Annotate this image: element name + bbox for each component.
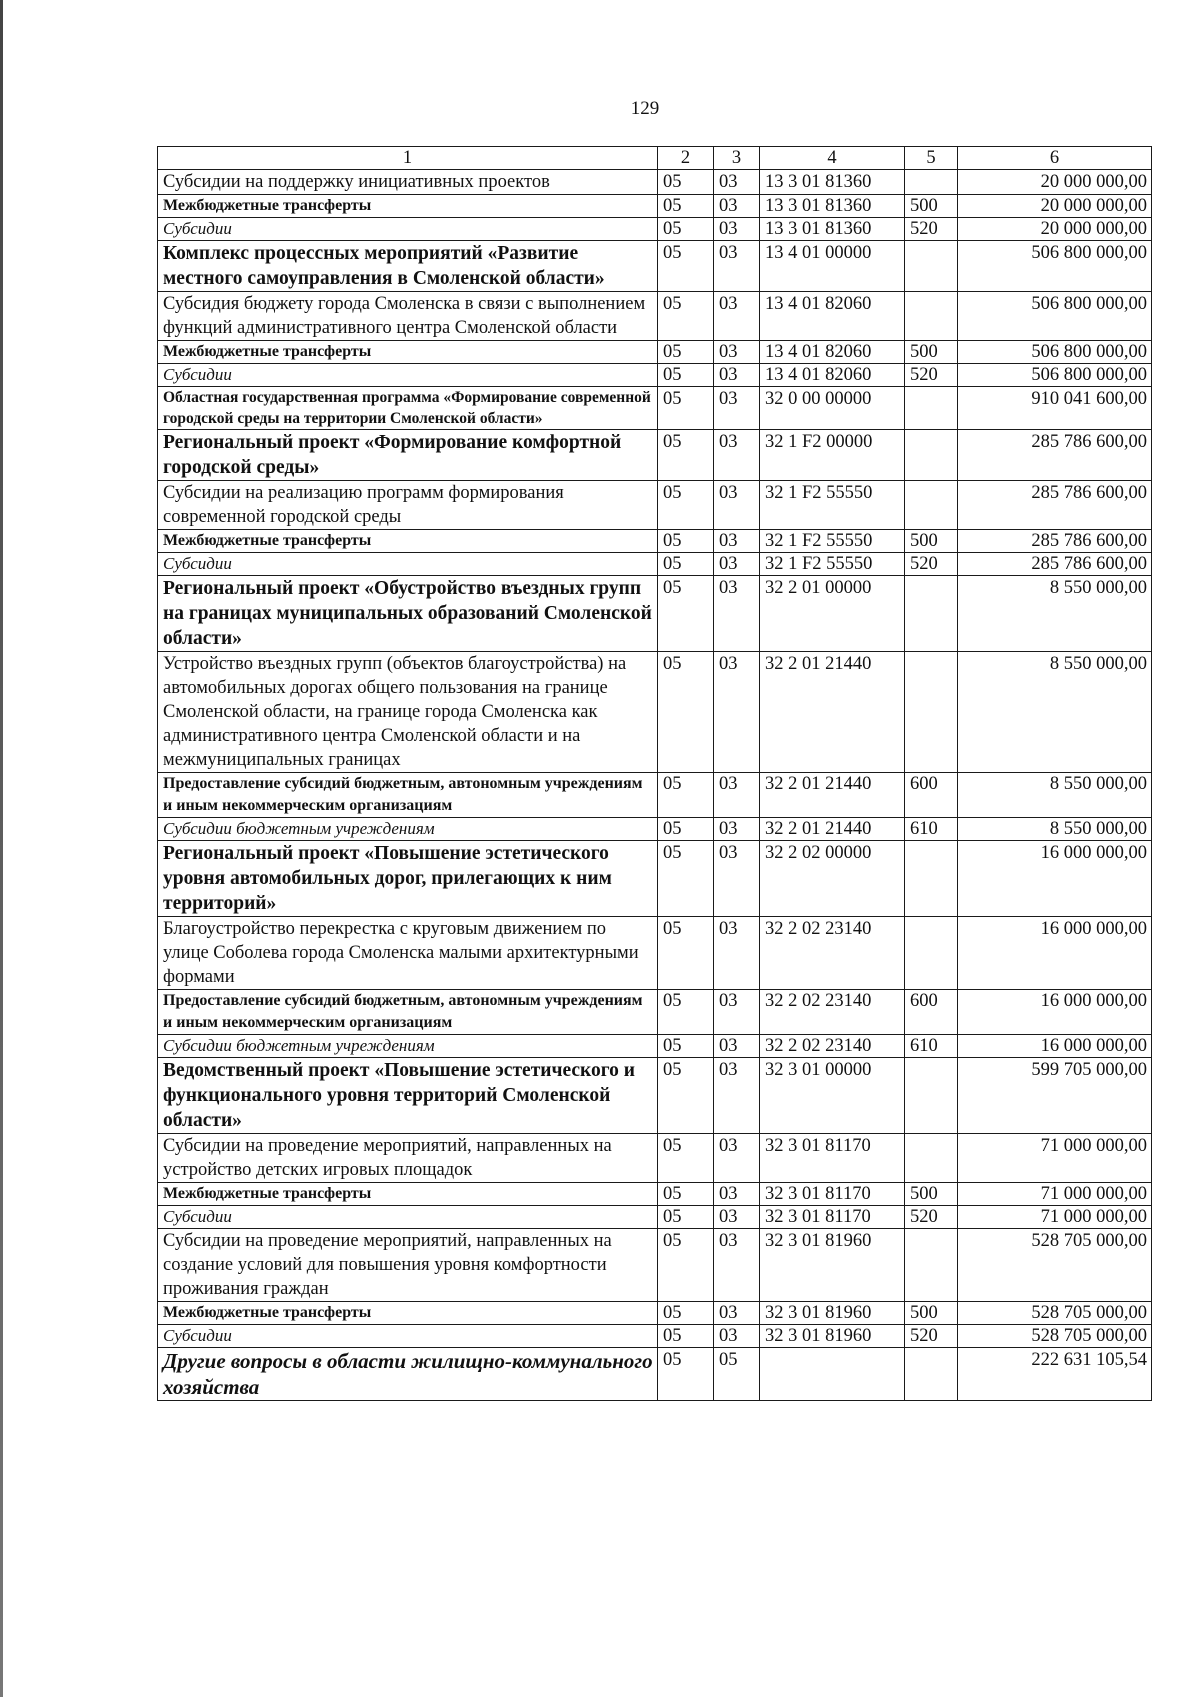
row-section-code: 05 (658, 990, 714, 1035)
row-subsection-code: 03 (714, 818, 760, 841)
table-row (158, 1206, 1152, 1229)
row-expense-type-code: 520 (905, 1325, 958, 1348)
row-name-cell: Субсидии на поддержку инициативных проектов (158, 170, 658, 195)
row-expense-type-code (905, 576, 958, 652)
row-expense-type-code (905, 841, 958, 917)
row-expense-type-code (905, 170, 958, 195)
table-row (158, 1229, 1152, 1302)
table-row (158, 1134, 1152, 1183)
row-amount: 8 550 000,00 (958, 773, 1152, 818)
row-target-article-code: 32 2 02 23140 (760, 917, 905, 990)
row-expense-type-code (905, 387, 958, 430)
table-row (158, 341, 1152, 364)
row-name-cell: Межбюджетные трансферты (158, 341, 658, 364)
header-col-3: 3 (714, 147, 760, 170)
row-expense-type-code (905, 652, 958, 773)
row-section-code: 05 (658, 818, 714, 841)
row-subsection-code: 03 (714, 1134, 760, 1183)
row-expense-type-code: 600 (905, 773, 958, 818)
row-target-article-code: 13 3 01 81360 (760, 170, 905, 195)
table-row (158, 1058, 1152, 1134)
row-section-code: 05 (658, 195, 714, 218)
row-amount: 910 041 600,00 (958, 387, 1152, 430)
row-subsection-code: 03 (714, 481, 760, 530)
row-section-code: 05 (658, 553, 714, 576)
table-row (158, 218, 1152, 241)
row-target-article-code: 32 2 01 21440 (760, 818, 905, 841)
row-amount: 16 000 000,00 (958, 1035, 1152, 1058)
row-target-article-code: 32 3 01 81960 (760, 1229, 905, 1302)
table-row (158, 292, 1152, 341)
row-amount: 71 000 000,00 (958, 1134, 1152, 1183)
row-name-cell: Субсидии (158, 553, 658, 576)
row-expense-type-code: 610 (905, 818, 958, 841)
row-amount: 285 786 600,00 (958, 553, 1152, 576)
row-section-code: 05 (658, 576, 714, 652)
row-subsection-code: 03 (714, 1325, 760, 1348)
row-subsection-code: 03 (714, 218, 760, 241)
row-expense-type-code: 520 (905, 1206, 958, 1229)
row-subsection-code: 03 (714, 553, 760, 576)
row-amount: 8 550 000,00 (958, 818, 1152, 841)
row-target-article-code: 13 4 01 82060 (760, 364, 905, 387)
table-row (158, 1325, 1152, 1348)
row-expense-type-code (905, 241, 958, 292)
row-amount: 8 550 000,00 (958, 652, 1152, 773)
row-name-cell: Комплекс процессных мероприятий «Развитие местного самоуправления в Смоленской области» (158, 241, 658, 292)
row-target-article-code: 32 3 01 81170 (760, 1134, 905, 1183)
row-name-cell: Областная государственная программа «Формирование современной городской среды на территории Смоленской области» (158, 387, 658, 430)
row-amount: 16 000 000,00 (958, 841, 1152, 917)
table-row (158, 1183, 1152, 1206)
row-section-code: 05 (658, 1229, 714, 1302)
row-name-cell: Межбюджетные трансферты (158, 530, 658, 553)
row-name-cell: Субсидии (158, 1325, 658, 1348)
row-target-article-code: 32 1 F2 00000 (760, 430, 905, 481)
header-col-4: 4 (760, 147, 905, 170)
row-name-cell: Межбюджетные трансферты (158, 195, 658, 218)
row-amount: 599 705 000,00 (958, 1058, 1152, 1134)
table-row (158, 773, 1152, 818)
row-name-cell: Региональный проект «Повышение эстетического уровня автомобильных дорог, прилегающих к ним территорий» (158, 841, 658, 917)
row-target-article-code: 32 1 F2 55550 (760, 553, 905, 576)
row-section-code: 05 (658, 917, 714, 990)
row-amount: 285 786 600,00 (958, 481, 1152, 530)
row-section-code: 05 (658, 364, 714, 387)
row-amount: 71 000 000,00 (958, 1183, 1152, 1206)
table-row (158, 1348, 1152, 1401)
row-expense-type-code (905, 292, 958, 341)
row-name-cell: Межбюджетные трансферты (158, 1302, 658, 1325)
row-subsection-code: 03 (714, 387, 760, 430)
row-expense-type-code: 520 (905, 218, 958, 241)
row-target-article-code: 32 3 01 00000 (760, 1058, 905, 1134)
row-target-article-code: 32 1 F2 55550 (760, 481, 905, 530)
row-target-article-code: 32 2 01 21440 (760, 652, 905, 773)
row-subsection-code: 03 (714, 292, 760, 341)
row-target-article-code: 32 1 F2 55550 (760, 530, 905, 553)
table-row (158, 576, 1152, 652)
row-expense-type-code: 500 (905, 195, 958, 218)
table-row (158, 364, 1152, 387)
row-name-cell: Предоставление субсидий бюджетным, автономным учреждениям и иным некоммерческим организациям (158, 990, 658, 1035)
row-name-cell: Субсидии бюджетным учреждениям (158, 818, 658, 841)
row-expense-type-code: 500 (905, 341, 958, 364)
row-expense-type-code: 500 (905, 1183, 958, 1206)
row-section-code: 05 (658, 241, 714, 292)
row-target-article-code: 13 3 01 81360 (760, 195, 905, 218)
row-name-cell: Ведомственный проект «Повышение эстетического и функционального уровня территорий Смоленской области» (158, 1058, 658, 1134)
table-row (158, 818, 1152, 841)
row-name-cell: Субсидии (158, 1206, 658, 1229)
budget-table-body (158, 147, 1152, 1401)
row-target-article-code: 32 0 00 00000 (760, 387, 905, 430)
row-amount: 285 786 600,00 (958, 430, 1152, 481)
header-col-2: 2 (658, 147, 714, 170)
row-amount: 20 000 000,00 (958, 218, 1152, 241)
table-row (158, 990, 1152, 1035)
row-name-cell: Субсидии (158, 218, 658, 241)
row-amount: 506 800 000,00 (958, 341, 1152, 364)
row-name-cell: Субсидии на проведение мероприятий, направленных на создание условий для повышения уровня комфортности проживания граждан (158, 1229, 658, 1302)
row-subsection-code: 03 (714, 1302, 760, 1325)
row-section-code: 05 (658, 1058, 714, 1134)
row-name-cell: Субсидии бюджетным учреждениям (158, 1035, 658, 1058)
table-row (158, 652, 1152, 773)
row-section-code: 05 (658, 1325, 714, 1348)
row-name-cell: Региональный проект «Обустройство въездных групп на границах муниципальных образований Смоленской области» (158, 576, 658, 652)
row-subsection-code: 03 (714, 576, 760, 652)
row-subsection-code: 03 (714, 1058, 760, 1134)
row-section-code: 05 (658, 1206, 714, 1229)
row-expense-type-code (905, 1348, 958, 1401)
row-section-code: 05 (658, 170, 714, 195)
table-row (158, 241, 1152, 292)
row-amount: 222 631 105,54 (958, 1348, 1152, 1401)
row-subsection-code: 03 (714, 652, 760, 773)
row-expense-type-code: 600 (905, 990, 958, 1035)
row-target-article-code: 32 2 01 00000 (760, 576, 905, 652)
row-amount: 20 000 000,00 (958, 195, 1152, 218)
row-target-article-code: 32 3 01 81960 (760, 1302, 905, 1325)
row-name-cell: Субсидии на проведение мероприятий, направленных на устройство детских игровых площадок (158, 1134, 658, 1183)
header-col-6: 6 (958, 147, 1152, 170)
row-expense-type-code (905, 430, 958, 481)
row-name-cell: Межбюджетные трансферты (158, 1183, 658, 1206)
row-subsection-code: 03 (714, 917, 760, 990)
row-name-cell: Благоустройство перекрестка с круговым движением по улице Соболева города Смоленска малыми архитектурными формами (158, 917, 658, 990)
table-row (158, 387, 1152, 430)
table-row (158, 1302, 1152, 1325)
row-amount: 506 800 000,00 (958, 241, 1152, 292)
table-row (158, 553, 1152, 576)
row-target-article-code: 32 2 01 21440 (760, 773, 905, 818)
row-section-code: 05 (658, 1183, 714, 1206)
row-target-article-code: 32 2 02 00000 (760, 841, 905, 917)
table-row (158, 917, 1152, 990)
row-expense-type-code (905, 481, 958, 530)
row-subsection-code: 03 (714, 990, 760, 1035)
row-target-article-code: 32 2 02 23140 (760, 1035, 905, 1058)
row-expense-type-code (905, 1229, 958, 1302)
row-section-code: 05 (658, 1302, 714, 1325)
row-expense-type-code (905, 1134, 958, 1183)
table-row (158, 430, 1152, 481)
row-subsection-code: 03 (714, 341, 760, 364)
row-subsection-code: 05 (714, 1348, 760, 1401)
row-amount: 285 786 600,00 (958, 530, 1152, 553)
row-section-code: 05 (658, 773, 714, 818)
table-header-row (158, 147, 1152, 170)
row-section-code: 05 (658, 1035, 714, 1058)
left-margin-scan-line (0, 0, 3, 1697)
row-name-cell: Устройство въездных групп (объектов благоустройства) на автомобильных дорогах общего пользования на границе Смоленской области, на границе города Смоленска как административного центра Смоленской области и на межмуниципальных границах (158, 652, 658, 773)
table-row (158, 170, 1152, 195)
row-target-article-code: 32 3 01 81170 (760, 1183, 905, 1206)
table-row (158, 841, 1152, 917)
row-expense-type-code: 520 (905, 553, 958, 576)
row-amount: 528 705 000,00 (958, 1229, 1152, 1302)
row-subsection-code: 03 (714, 170, 760, 195)
row-amount: 506 800 000,00 (958, 292, 1152, 341)
row-section-code: 05 (658, 292, 714, 341)
table-row (158, 1035, 1152, 1058)
row-section-code: 05 (658, 652, 714, 773)
row-section-code: 05 (658, 1348, 714, 1401)
row-subsection-code: 03 (714, 1206, 760, 1229)
row-target-article-code: 13 4 01 82060 (760, 341, 905, 364)
row-target-article-code: 13 4 01 82060 (760, 292, 905, 341)
row-subsection-code: 03 (714, 1229, 760, 1302)
table-row (158, 481, 1152, 530)
row-expense-type-code (905, 1058, 958, 1134)
row-subsection-code: 03 (714, 841, 760, 917)
row-name-cell: Региональный проект «Формирование комфортной городской среды» (158, 430, 658, 481)
row-section-code: 05 (658, 341, 714, 364)
row-target-article-code: 32 3 01 81960 (760, 1325, 905, 1348)
page-number: 129 (630, 98, 660, 119)
row-target-article-code: 32 3 01 81170 (760, 1206, 905, 1229)
row-amount: 8 550 000,00 (958, 576, 1152, 652)
row-expense-type-code: 500 (905, 1302, 958, 1325)
row-amount: 528 705 000,00 (958, 1325, 1152, 1348)
header-col-5: 5 (905, 147, 958, 170)
row-name-cell: Субсидия бюджету города Смоленска в связи с выполнением функций административного центра Смоленской области (158, 292, 658, 341)
row-amount: 16 000 000,00 (958, 990, 1152, 1035)
row-expense-type-code: 610 (905, 1035, 958, 1058)
row-section-code: 05 (658, 841, 714, 917)
row-amount: 528 705 000,00 (958, 1302, 1152, 1325)
row-subsection-code: 03 (714, 364, 760, 387)
row-target-article-code: 13 4 01 00000 (760, 241, 905, 292)
row-amount: 506 800 000,00 (958, 364, 1152, 387)
row-subsection-code: 03 (714, 773, 760, 818)
row-amount: 16 000 000,00 (958, 917, 1152, 990)
row-subsection-code: 03 (714, 1035, 760, 1058)
header-col-1: 1 (158, 147, 658, 170)
table-row (158, 530, 1152, 553)
row-subsection-code: 03 (714, 195, 760, 218)
row-name-cell: Предоставление субсидий бюджетным, автономным учреждениям и иным некоммерческим организациям (158, 773, 658, 818)
row-amount: 20 000 000,00 (958, 170, 1152, 195)
table-row (158, 195, 1152, 218)
row-section-code: 05 (658, 387, 714, 430)
row-amount: 71 000 000,00 (958, 1206, 1152, 1229)
row-section-code: 05 (658, 218, 714, 241)
row-name-cell: Другие вопросы в области жилищно-коммунального хозяйства (158, 1348, 658, 1401)
budget-table (157, 146, 1152, 1401)
row-subsection-code: 03 (714, 530, 760, 553)
row-subsection-code: 03 (714, 1183, 760, 1206)
row-section-code: 05 (658, 430, 714, 481)
row-expense-type-code: 500 (905, 530, 958, 553)
row-section-code: 05 (658, 481, 714, 530)
row-target-article-code: 13 3 01 81360 (760, 218, 905, 241)
row-expense-type-code: 520 (905, 364, 958, 387)
row-target-article-code: 32 2 02 23140 (760, 990, 905, 1035)
row-name-cell: Субсидии на реализацию программ формирования современной городской среды (158, 481, 658, 530)
row-subsection-code: 03 (714, 241, 760, 292)
row-section-code: 05 (658, 1134, 714, 1183)
row-subsection-code: 03 (714, 430, 760, 481)
row-expense-type-code (905, 917, 958, 990)
row-name-cell: Субсидии (158, 364, 658, 387)
row-section-code: 05 (658, 530, 714, 553)
row-target-article-code (760, 1348, 905, 1401)
